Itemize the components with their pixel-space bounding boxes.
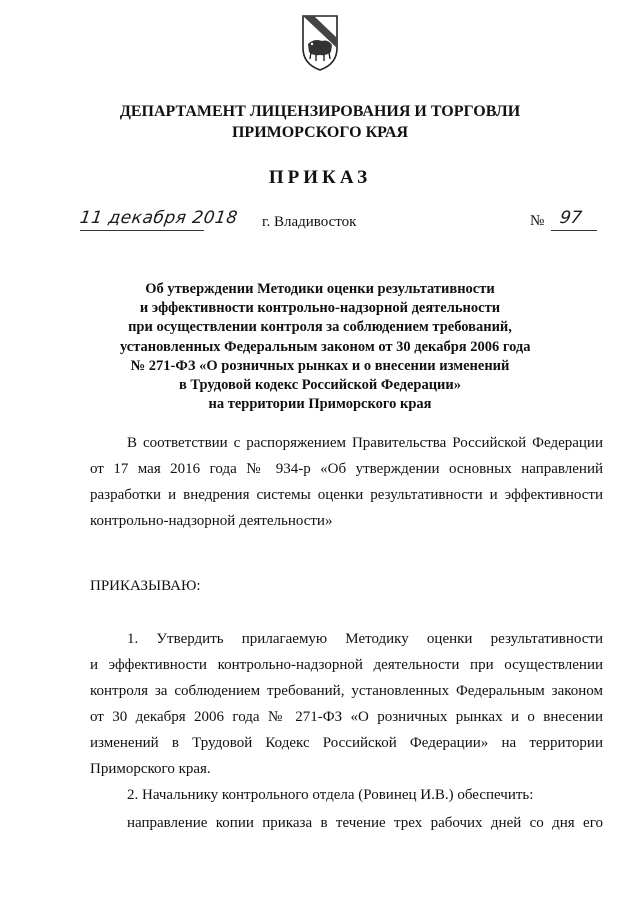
city: г. Владивосток — [262, 214, 357, 230]
paragraph-line: Приморского края. — [90, 761, 211, 777]
item-2-continuation — [90, 810, 603, 836]
department-name-line2: ПРИМОРСКОГО КРАЯ — [231, 124, 409, 141]
number-underline — [551, 230, 597, 231]
paragraph-line: от 30 декабря 2006 года № 271-ФЗ «О розничных рынках и о внесении — [90, 709, 603, 725]
number-label: № — [530, 213, 545, 229]
heading-line: на территории Приморского края — [208, 396, 432, 413]
heading-line: Об утверждении Методики оценки результативности — [145, 281, 495, 297]
department-name-line1: ДЕПАРТАМЕНТ ЛИЦЕНЗИРОВАНИЯ И ТОРГОВЛИ — [119, 103, 521, 120]
paragraph-line: разработки и внедрения системы оценки результативности и эффективности — [90, 487, 603, 503]
item-2-paragraph — [90, 782, 603, 808]
heading-line: в Трудовой кодекс Российской Федерации» — [178, 377, 462, 394]
document-type-title: ПРИКАЗ — [268, 167, 372, 188]
paragraph-line: направление копии приказа в течение трех рабочих дней со дня его — [127, 815, 603, 831]
preamble-paragraph — [90, 430, 603, 534]
heading-line: и эффективности контрольно-надзорной деятельности — [139, 300, 501, 317]
primorsky-coat-of-arms-icon — [300, 14, 340, 72]
paragraph-line: В соответствии с распоряжением Правительства Российской Федерации — [127, 435, 603, 451]
paragraph-line: 1. Утвердить прилагаемую Методику оценки результативности — [127, 631, 603, 647]
item-1-paragraph — [90, 626, 603, 782]
paragraph-line: от 17 мая 2016 года № 934-р «Об утверждении основных направлений — [90, 461, 603, 477]
heading-line: № 271-ФЗ «О розничных рынках и о внесении изменений — [130, 357, 510, 374]
paragraph-line: и эффективности контрольно-надзорной деятельности при осуществлении — [90, 657, 603, 673]
order-word: ПРИКАЗЫВАЮ: — [90, 578, 201, 594]
paragraph-line: изменений в Трудовой Кодекс Российской Федерации» на территории — [90, 735, 603, 751]
document-heading — [120, 280, 531, 414]
heading-line: при осуществлении контроля за соблюдением требований, — [128, 319, 512, 336]
paragraph-line: контрольно-надзорной деятельности» — [90, 513, 333, 529]
handwritten-number: 97 — [558, 208, 584, 228]
paragraph-line: 2. Начальнику контрольного отдела (Ровинец И.В.) обеспечить: — [127, 787, 534, 803]
heading-line: установленных Федеральным законом от 30 декабря 2006 года — [120, 338, 531, 355]
paragraph-line: контроля за соблюдением требований, установленных Федеральным законом — [90, 683, 603, 699]
date-underline — [80, 230, 204, 231]
handwritten-date: 11 декабря 2018 — [78, 208, 240, 228]
